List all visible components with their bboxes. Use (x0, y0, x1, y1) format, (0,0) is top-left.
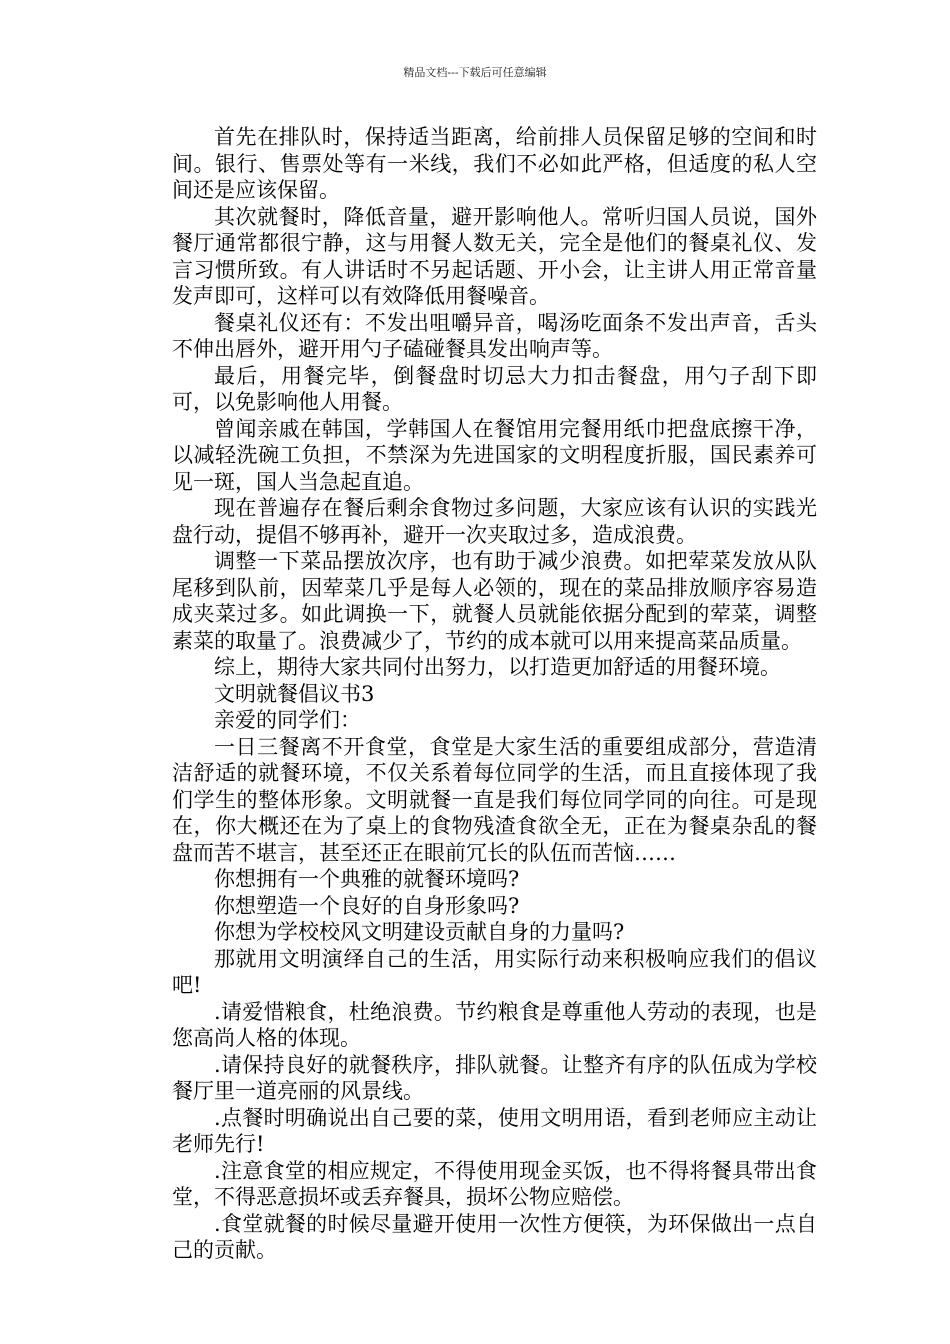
paragraph: 曾闻亲戚在韩国，学韩国人在餐馆用完餐用纸巾把盘底擦干净，以减轻洗碗工负担，不禁深为先进国家的文明程度折服，国民素养可见一斑，国人当急起直追。 (172, 416, 817, 494)
paragraph: 调整一下菜品摆放次序，也有助于减少浪费。如把荤菜发放从队尾移到队前，因荤菜几乎是每人必领的，现在的菜品排放顺序容易造成夹菜过多。如此调换一下，就餐人员就能依据分配到的荤菜，调整素菜的取量了。浪费减少了，节约的成本就可以用来提高菜品质量。 (172, 549, 817, 653)
paragraph: 其次就餐时，降低音量，避开影响他人。常听归国人员说，国外餐厅通常都很宁静，这与用餐人数无关，完全是他们的餐桌礼仪、发言习惯所致。有人讲话时不另起话题、开小会，让主讲人用正常音量发声即可，这样可以有效降低用餐噪音。 (172, 204, 817, 308)
proposal-item: .注意食堂的相应规定，不得使用现金买饭，也不得将餐具带出食堂，不得恶意损坏或丢弃餐具，损坏公物应赔偿。 (172, 1158, 817, 1209)
paragraph: 一日三餐离不开食堂，食堂是大家生活的重要组成部分，营造清洁舒适的就餐环境，不仅关系着每位同学的生活，而且直接体现了我们学生的整体形象。文明就餐一直是我们每位同学同的向往。可是现在，你大概还在为了桌上的食物残渣食欲全无，正在为餐桌杂乱的餐盘而苦不堪言，甚至还正在眼前冗长的队伍而苦恼…… (172, 734, 817, 865)
document-body (172, 124, 817, 1264)
paragraph: 那就用文明演绎自己的生活，用实际行动来积极响应我们的倡议吧! (172, 946, 817, 997)
question-line: 你想拥有一个典雅的就餐环境吗? (214, 867, 520, 891)
proposal-item: .食堂就餐的时候尽量避开使用一次性方便筷，为环保做出一点自己的贡献。 (172, 1211, 817, 1262)
proposal-item: .请保持良好的就餐秩序，排队就餐。让整齐有序的队伍成为学校餐厅里一道亮丽的风景线。 (172, 1052, 817, 1103)
proposal-item: .请爱惜粮食，杜绝浪费。节约粮食是尊重他人劳动的表现，也是您高尚人格的体现。 (172, 999, 817, 1050)
section-title: 文明就餐倡议书3 (214, 681, 375, 706)
paragraph: 综上，期待大家共同付出努力，以打造更加舒适的用餐环境。 (214, 655, 781, 679)
paragraph: 首先在排队时，保持适当距离，给前排人员保留足够的空间和时间。银行、售票处等有一米线，我们不必如此严格，但适度的私人空间还是应该保留。 (172, 125, 817, 202)
page-header: 精品文档---下载后可任意编辑 (403, 66, 547, 79)
paragraph: 最后，用餐完毕，倒餐盘时切忌大力扣击餐盘，用勺子刮下即可，以免影响他人用餐。 (172, 363, 817, 414)
proposal-item: .点餐时明确说出自己要的菜，使用文明用语，看到老师应主动让老师先行! (172, 1105, 817, 1156)
question-line: 你想塑造一个良好的自身形象吗? (214, 893, 520, 918)
paragraph: 现在普遍存在餐后剩余食物过多问题，大家应该有认识的实践光盘行动，提倡不够再补，避开一次夹取过多，造成浪费。 (172, 496, 817, 547)
salutation: 亲爱的同学们： (214, 708, 361, 732)
question-line: 你想为学校校风文明建设贡献自身的力量吗? (214, 920, 625, 944)
paragraph: 餐桌礼仪还有：不发出咀嚼异音，喝汤吃面条不发出声音，舌头不伸出唇外，避开用勺子磕碰餐具发出响声等。 (172, 310, 817, 361)
